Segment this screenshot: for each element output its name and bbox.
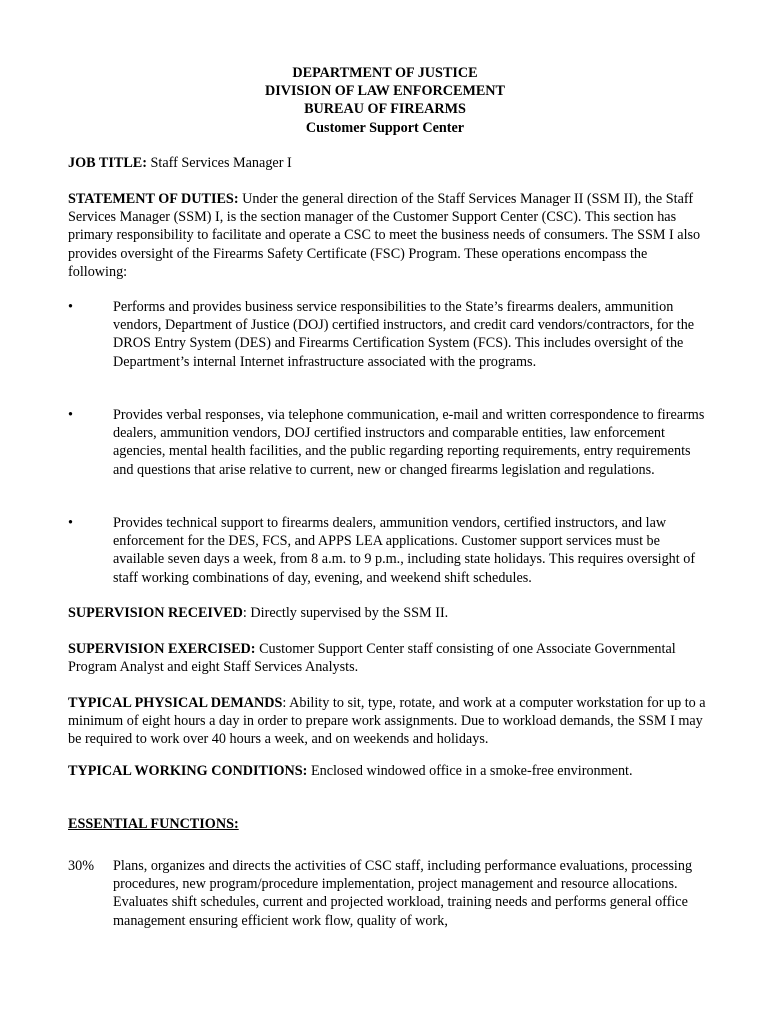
working-conditions-text: Enclosed windowed office in a smoke-free environment. xyxy=(307,763,633,779)
header-department: DEPARTMENT OF JUSTICE xyxy=(292,65,478,81)
physical-demands-label: TYPICAL PHYSICAL DEMANDS xyxy=(68,695,283,711)
duty-bullet xyxy=(68,514,708,587)
essential-function-item xyxy=(68,857,708,930)
duty-bullet xyxy=(68,298,708,371)
essential-functions-heading: ESSENTIAL FUNCTIONS: xyxy=(68,816,239,832)
working-conditions-label: TYPICAL WORKING CONDITIONS: xyxy=(68,763,308,779)
physical-demands-section xyxy=(68,694,708,749)
working-conditions-section xyxy=(68,762,708,780)
supervision-received-text: : Directly supervised by the SSM II. xyxy=(242,605,449,621)
duty-bullet xyxy=(68,406,708,479)
essential-functions-heading-wrap xyxy=(68,815,708,833)
function-text: Plans, organizes and directs the activities of CSC staff, including performance evaluations, processing procedures, new program/procedure implementation, project management and resource allocations. Evaluates shift schedules, current and projected workload, training needs and performs general office management ensuring efficient work flow, quality of work, xyxy=(113,858,693,929)
job-title-label: JOB TITLE: xyxy=(68,155,147,171)
statement-label: STATEMENT OF DUTIES: xyxy=(68,191,239,207)
supervision-received-label: SUPERVISION RECEIVED xyxy=(68,605,243,621)
duty-bullet-text: Performs and provides business service responsibilities to the State’s firearms dealers, ammunition vendors, Department of Justice (DOJ) certified instructors, and credit card vendors/contractors, for the DROS Entry System (DES) and Firearms Certification System (FCS). This includes oversight of the Department’s internal Internet infrastructure associated with the programs. xyxy=(113,299,695,370)
statement-of-duties-section xyxy=(68,190,708,281)
bullet-symbol: • xyxy=(68,407,73,423)
function-percent: 30% xyxy=(68,858,95,874)
supervision-exercised-text: Customer Support Center staff consisting of one Associate Governmental Program Analyst and eight Staff Services Analysts. xyxy=(68,641,676,676)
supervision-exercised-label: SUPERVISION EXERCISED: xyxy=(68,641,256,657)
statement-text: Under the general direction of the Staff Services Manager II (SSM II), the Staff Services Manager (SSM) I, is the section manager of the Customer Support Center (CSC). This section has primary responsibility to facilitate and operate a CSC to meet the business needs of consumers. The SSM I also provides oversight of the Firearms Safety Certificate (FSC) Program. These operations encompass the following: xyxy=(68,191,701,280)
document-header xyxy=(0,64,770,137)
duty-bullet-text: Provides verbal responses, via telephone communication, e-mail and written correspondence to firearms dealers, ammunition vendors, DOJ certified instructors and comparable entities, law enforcement agencies, mental health facilities, and the public regarding reporting requirements, entry requirements and questions that arise relative to current, new or changed firearms legislation and regulations. xyxy=(113,407,705,478)
supervision-exercised-section xyxy=(68,640,708,676)
job-title-value: Staff Services Manager I xyxy=(146,155,292,171)
physical-demands-text: : Ability to sit, type, rotate, and work at a computer workstation for up to a minimum of eight hours a day in order to prepare work assignments. Due to workload demands, the SSM I may be required to work over 40 hours a week, and on weekends and holidays. xyxy=(68,695,706,748)
duty-bullet-text: Provides technical support to firearms dealers, ammunition vendors, certified instructors, and law enforcement for the DES, FCS, and APPS LEA applications. Customer support services must be available seven days a week, from 8 a.m. to 9 p.m., including state holidays. This requires oversight of staff working combinations of day, evening, and weekend shift schedules. xyxy=(113,515,696,586)
job-title-section xyxy=(68,154,708,172)
supervision-received-section xyxy=(68,604,708,622)
header-center: Customer Support Center xyxy=(305,119,465,136)
header-division: DIVISION OF LAW ENFORCEMENT xyxy=(264,83,506,100)
bullet-symbol: • xyxy=(68,299,73,315)
header-bureau: BUREAU OF FIREARMS xyxy=(304,101,466,118)
bullet-symbol: • xyxy=(68,515,73,531)
